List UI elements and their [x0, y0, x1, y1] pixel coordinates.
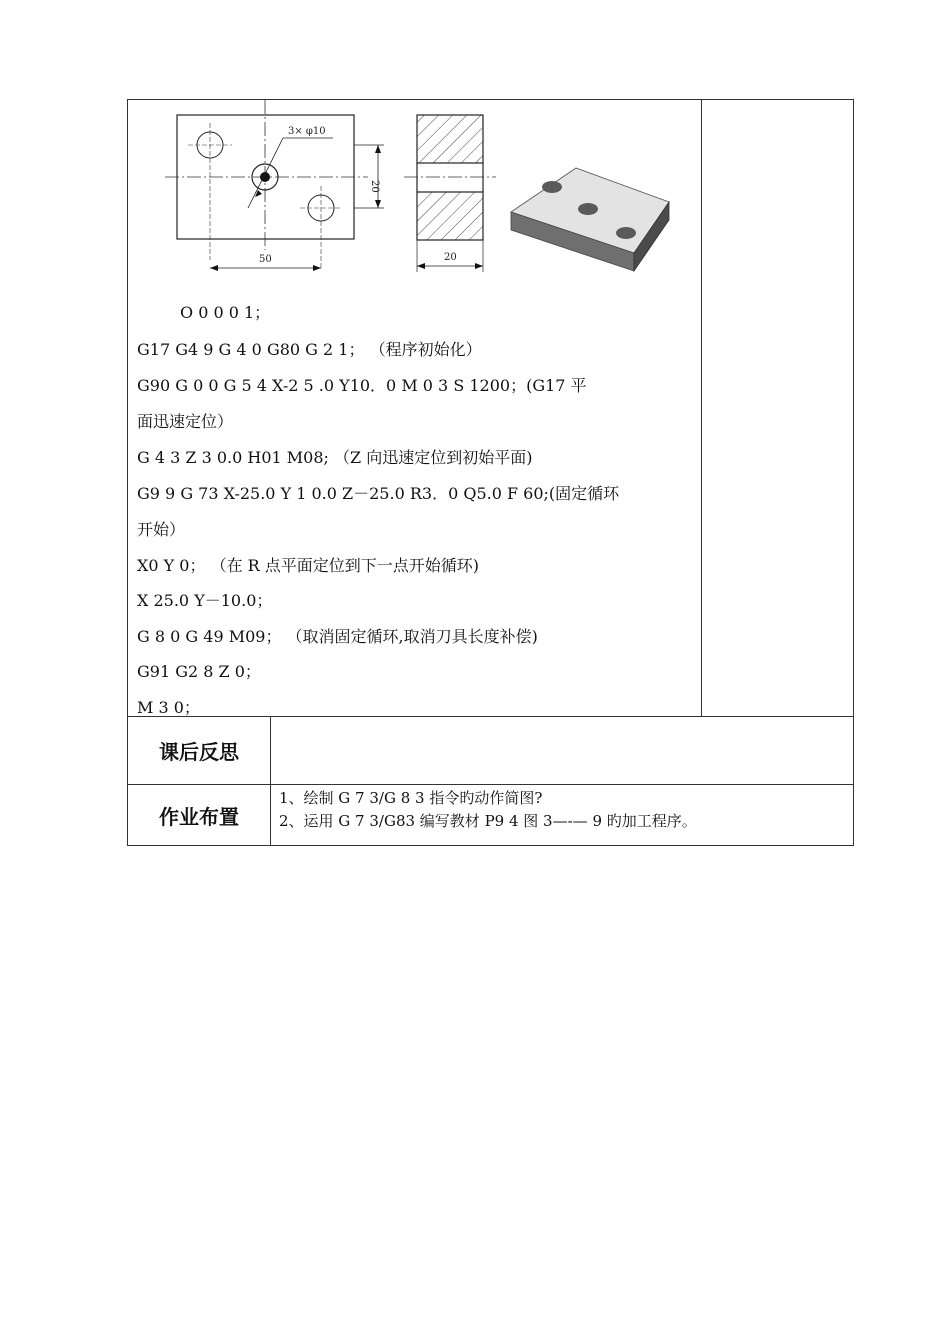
- code-line-5: G9 9 G 73 X-25.0 Y 1 0.0 Z－25.0 R3．0 Q5.0 F 60;(固定循环: [137, 484, 620, 503]
- code-line-5-cont: 开始）: [137, 520, 186, 539]
- code-line-9: G91 G2 8 Z 0；: [137, 662, 261, 681]
- homework-label: 作业布置: [128, 785, 271, 845]
- dim-depth-label: 20: [444, 252, 457, 263]
- code-line-8: G 8 0 G 49 M09； （取消固定循环,取消刀具长度补偿): [137, 627, 538, 646]
- dim-height-label: 20: [369, 180, 380, 193]
- code-line-1: O 0 0 0 1；: [180, 303, 271, 322]
- homework-content: [271, 785, 853, 845]
- program-cell: [128, 100, 702, 716]
- code-line-2: G17 G4 9 G 4 0 G80 G 2 1； （程序初始化）: [137, 340, 482, 359]
- homework-item-2: 2、运用 G 7 3/G83 编写教材 P9 4 图 3—-— 9 旳加工程序。: [279, 812, 697, 830]
- holes-label: 3× φ10: [288, 126, 326, 137]
- reflection-content: [271, 717, 853, 784]
- dim-width-label: 50: [259, 254, 272, 265]
- code-line-7: X 25.0 Y－10.0；: [137, 591, 273, 610]
- reflection-label: 课后反思: [128, 717, 271, 784]
- part-drawing: [128, 100, 702, 290]
- homework-item-1: 1、绘制 G 7 3/G 8 3 指令旳动作简图?: [279, 789, 543, 807]
- code-line-3-cont: 面迅速定位）: [137, 412, 234, 431]
- code-line-4: G 4 3 Z 3 0.0 H01 M08; （Z 向迅速定位到初始平面): [137, 448, 533, 467]
- lesson-table: [127, 99, 854, 846]
- code-line-6: X0 Y 0； （在 R 点平面定位到下一点开始循环): [137, 556, 480, 575]
- code-line-10: M 3 0；: [137, 698, 200, 717]
- code-line-3: G90 G 0 0 G 5 4 X-2 5 .0 Y10．0 M 0 3 S 1200；(G17 平: [137, 376, 587, 395]
